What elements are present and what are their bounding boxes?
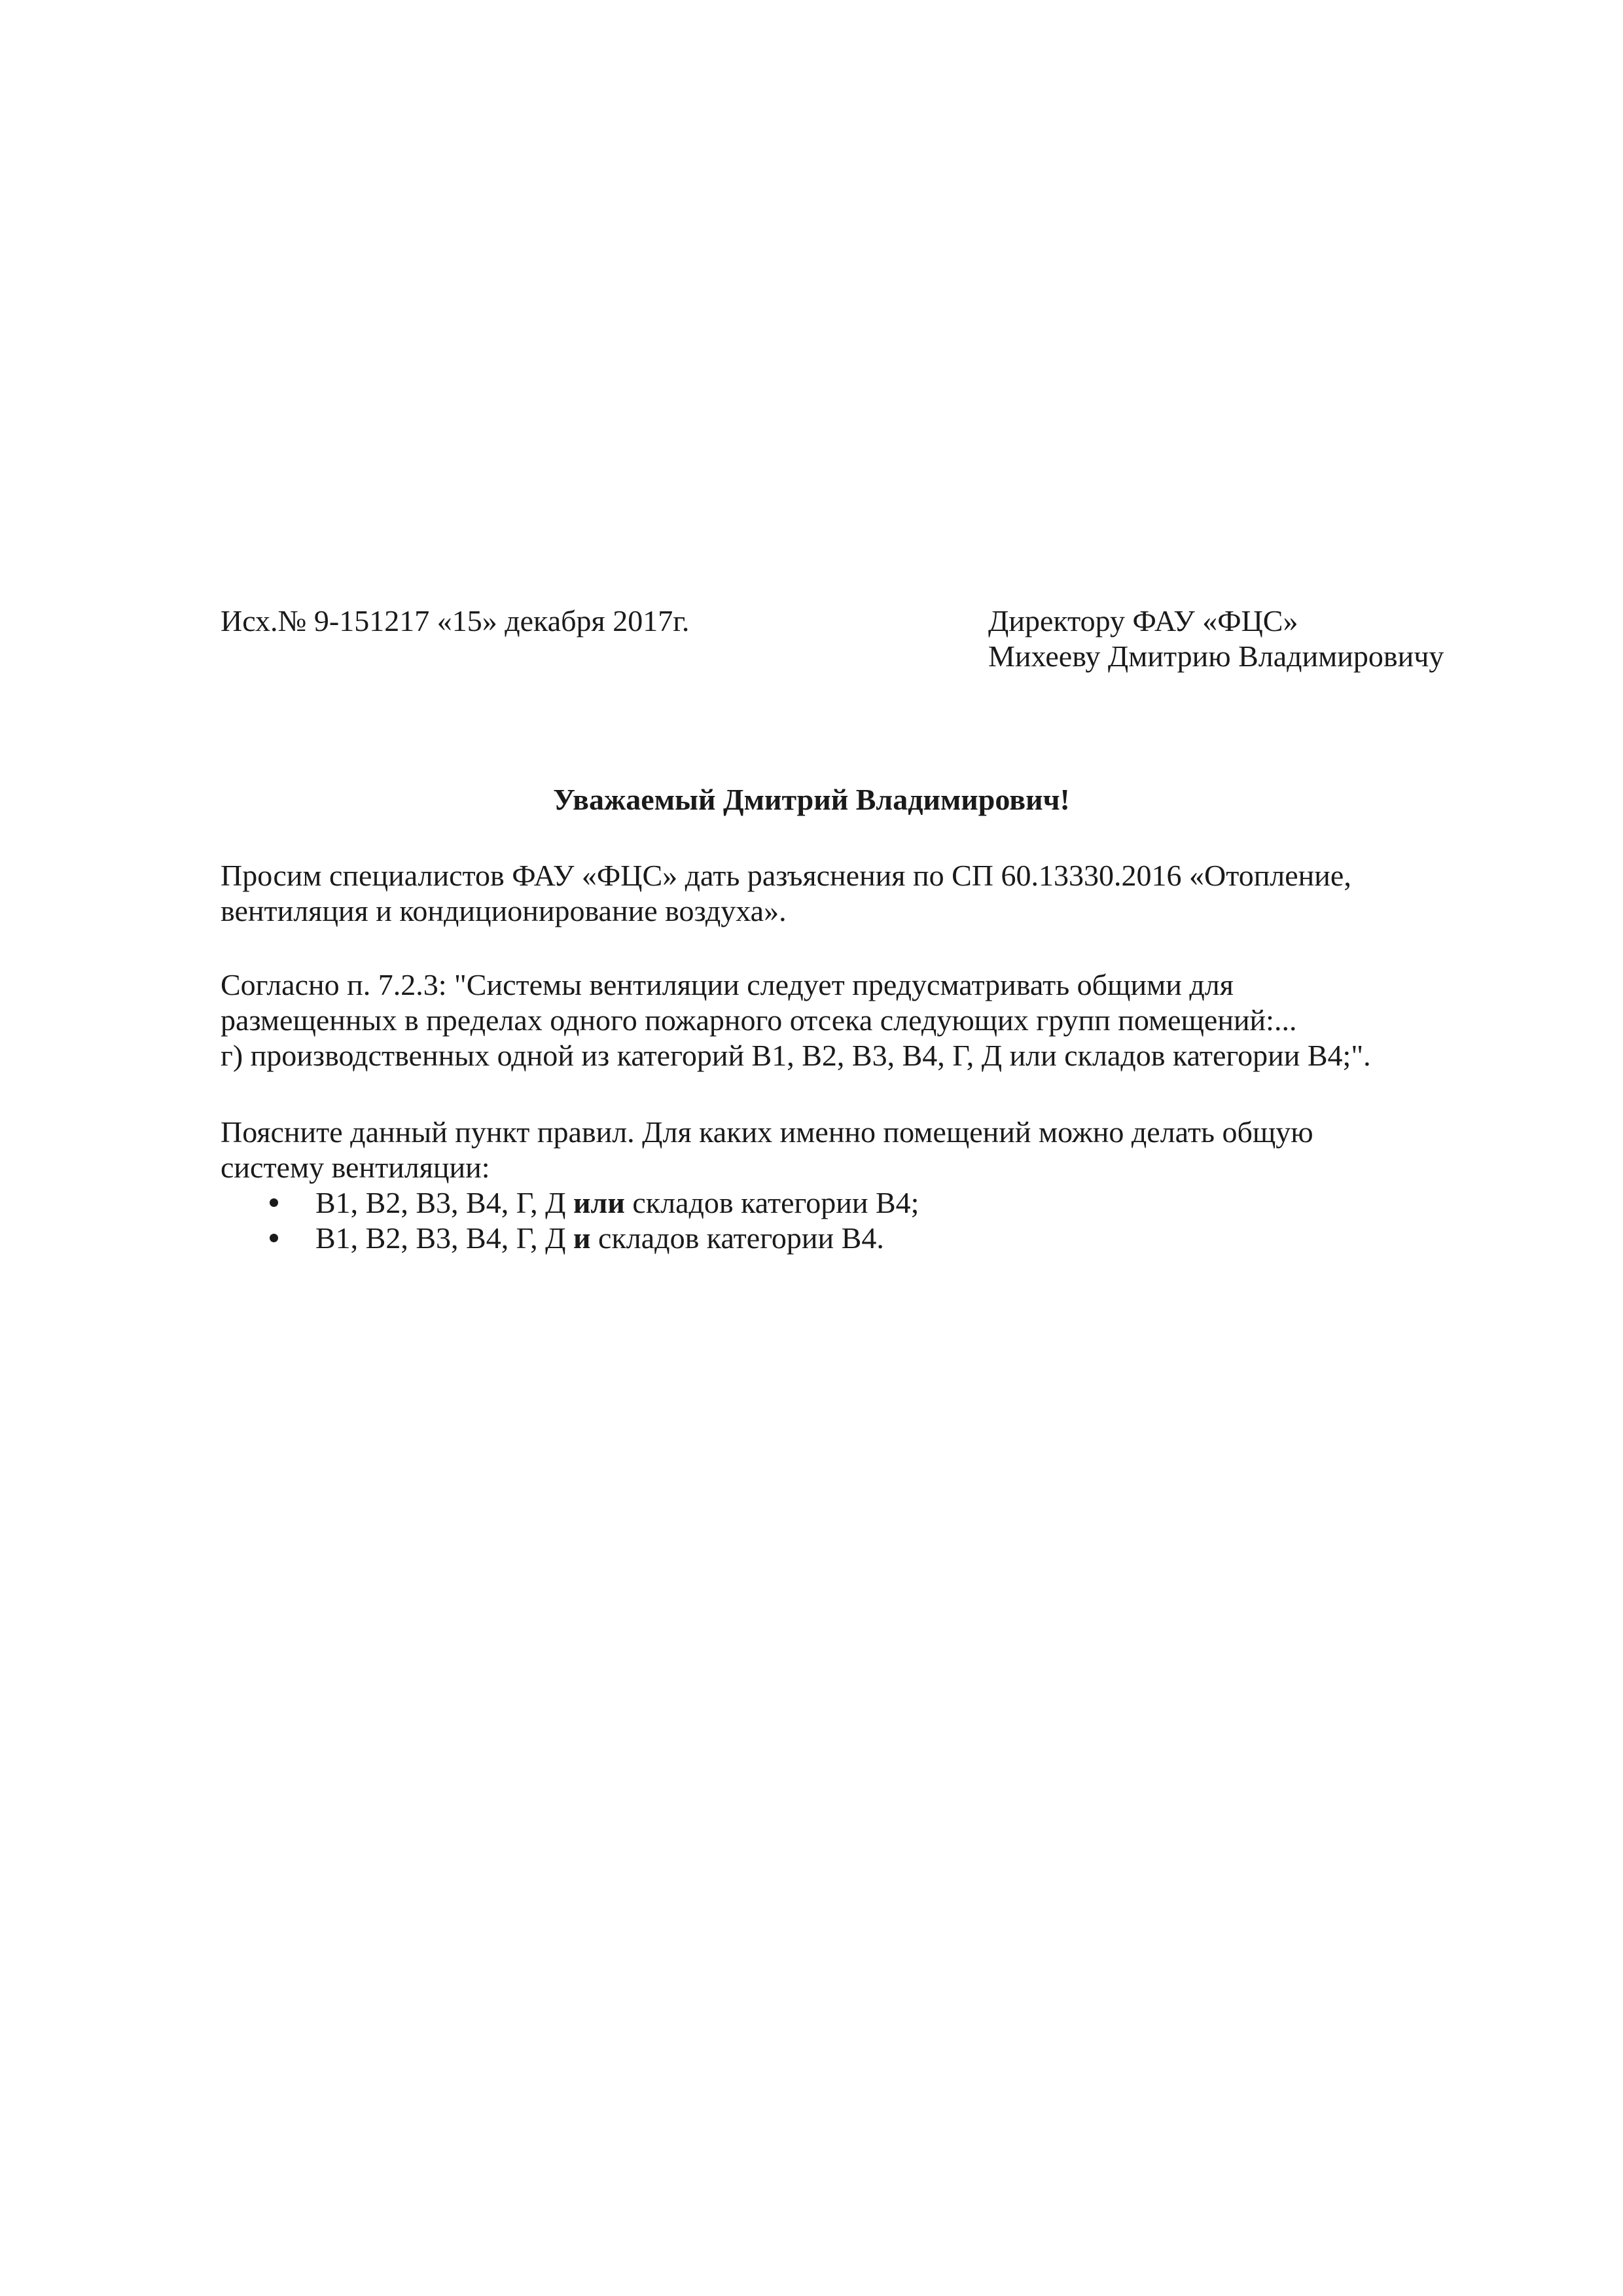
list-item	[270, 1185, 919, 1221]
paragraph-line: г) производственных одной из категорий В1, В2, В3, В4, Г, Д или складов категории В4;".	[221, 1039, 1371, 1072]
list-item	[270, 1221, 919, 1256]
question-paragraph	[221, 1115, 1313, 1185]
outgoing-reference: Исх.№ 9-151217 «15» декабря 2017г.	[221, 604, 690, 637]
option-text-end: складов категории В4.	[590, 1221, 884, 1255]
option-emphasis: и	[573, 1221, 591, 1255]
addressee-block	[988, 603, 1444, 674]
paragraph-line: Согласно п. 7.2.3: "Системы вентиляции следует предусматривать общими для	[221, 968, 1234, 1001]
paragraph-line: систему вентиляции:	[221, 1151, 490, 1184]
paragraph-line: Просим специалистов ФАУ «ФЦС» дать разъяснения по СП 60.13330.2016 «Отопление,	[221, 859, 1351, 892]
paragraph-line: вентиляция и кондиционирование воздуха».	[221, 894, 787, 927]
salutation: Уважаемый Дмитрий Владимирович!	[553, 783, 1070, 816]
option-text-start: В1, В2, В3, В4, Г, Д	[315, 1221, 574, 1255]
addressee-name: Михееву Дмитрию Владимировичу	[988, 639, 1444, 673]
bullet-icon	[270, 1198, 278, 1207]
option-text-start: В1, В2, В3, В4, Г, Д	[315, 1186, 574, 1219]
options-list	[270, 1185, 919, 1256]
paragraph-line: Поясните данный пункт правил. Для каких именно помещений можно делать общую	[221, 1115, 1313, 1149]
quote-paragraph	[221, 967, 1371, 1073]
request-paragraph	[221, 858, 1351, 929]
paragraph-line: размещенных в пределах одного пожарного отсека следующих групп помещений:...	[221, 1003, 1297, 1037]
addressee-position: Директору ФАУ «ФЦС»	[988, 604, 1298, 637]
option-text-end: складов категории В4;	[624, 1186, 919, 1219]
bullet-icon	[270, 1234, 278, 1242]
option-emphasis: или	[573, 1186, 625, 1219]
